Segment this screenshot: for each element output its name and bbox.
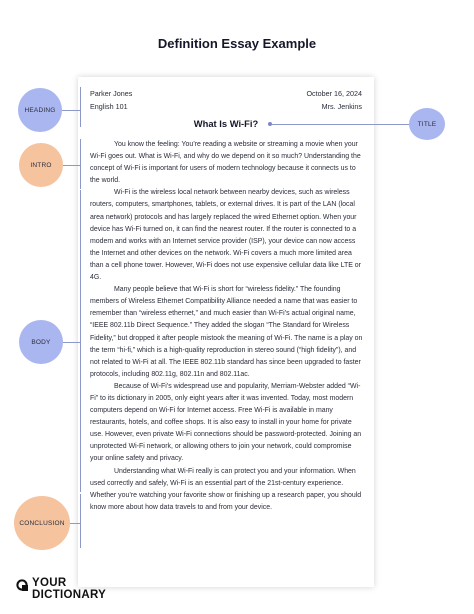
intro-bracket (80, 139, 81, 189)
body-bracket (80, 190, 81, 492)
essay-title: What Is Wi-Fi? (193, 118, 259, 129)
essay-paper (78, 77, 374, 587)
body-label: BODY (31, 338, 51, 346)
conclusion-connector (70, 523, 80, 524)
heading-label: HEADING (24, 106, 56, 114)
conclusion-label-bubble (14, 496, 70, 550)
essay-date: October 16, 2024 (306, 89, 362, 98)
logo-line-1: YOUR (32, 577, 67, 589)
body-connector (63, 342, 80, 343)
body-paragraph-2: Many people believe that Wi-Fi is short for “wireless fidelity.” The founding members of Wireless Ethernet Compatibility Alliance needed a name that was easier to remember than “wireless ethernet,” and much easier than Wi-Fi’s actual original name, “IEEE 802.11b Direct Sequence.” They added the slogan “The Standard for Wireless Fidelity,” but dropped it after people mistook the meaning of Wi-Fi. The name is a play on the term “hi-fi,” which is a high-quality reproduction in stereo sound (“high fidelity”), and not related to Wi-Fi at all. The IEEE 802.11b standard has since been upgraded to faster protocols, including 802.11g, 802.11n and 802.11ac. (90, 286, 363, 378)
conclusion-paragraph: Understanding what Wi-Fi really is can protect you and your information. When used correctly and safely, Wi-Fi is an essential part of the 21st-century experience. Whether you’re watching your favorite show or finishing up a research paper, you should know more about how data travels to and from your device. (90, 467, 362, 511)
body-label-bubble (19, 320, 63, 364)
body-paragraph-1: Wi-Fi is the wireless local network between nearby devices, such as wireless routers, computers, smartphones, tablets, or external drives. It is part of the LAN (local area network) protocols and has largely replaced the wired Ethernet option. When your device has Wi-Fi turned on, it can find the nearest router. If the router is connected to a modem and works with an Internet service provider (ISP), your device can now access the Internet and other devices on the network. Wi-Fi covers a much more limited area than a cell phone tower. However, Wi-Fi does not use expensive cellular data like LTE or 4G. (90, 189, 361, 282)
essay-body (90, 139, 364, 514)
heading-bracket (80, 87, 81, 127)
logo-mark-icon (16, 579, 28, 591)
course-name: English 101 (90, 102, 128, 111)
body-paragraph-3: Because of Wi-Fi’s widespread use and popularity, Merriam-Webster added “Wi-Fi” to its dictionary in 2005, only eight years after it was invented. Today, most modern computers depend on Wi-Fi for Internet access. Free Wi-Fi is available in many restaurants, hotels, and coffee shops. It is also easy to install in your home for private use. However, even private Wi-Fi connections should be password-protected. Joining an unprotected Wi-Fi network, or allowing others to join your network, could compromise your online safety and privacy. (90, 382, 362, 463)
heading-label-bubble (18, 88, 62, 132)
intro-connector (63, 165, 80, 166)
author-name: Parker Jones (90, 89, 133, 98)
intro-paragraph: You know the feeling: You’re reading a website or streaming a movie when your Wi-Fi goes out. What is Wi-Fi, and why do we depend on it so much? Understanding the concept of Wi-Fi is important for users of modern technology because it connects us to the world. (90, 141, 361, 185)
intro-label-bubble (19, 143, 63, 187)
heading-connector (62, 110, 80, 111)
title-connector (272, 124, 410, 125)
title-label: TITLE (417, 120, 437, 128)
page-title: Definition Essay Example (157, 36, 317, 51)
conclusion-bracket (80, 494, 81, 548)
logo-line-2: DICTIONARY (32, 588, 107, 601)
conclusion-label: CONCLUSION (19, 519, 65, 527)
instructor-name: Mrs. Jenkins (321, 102, 362, 111)
title-label-bubble (409, 108, 445, 140)
intro-label: INTRO (30, 161, 52, 169)
